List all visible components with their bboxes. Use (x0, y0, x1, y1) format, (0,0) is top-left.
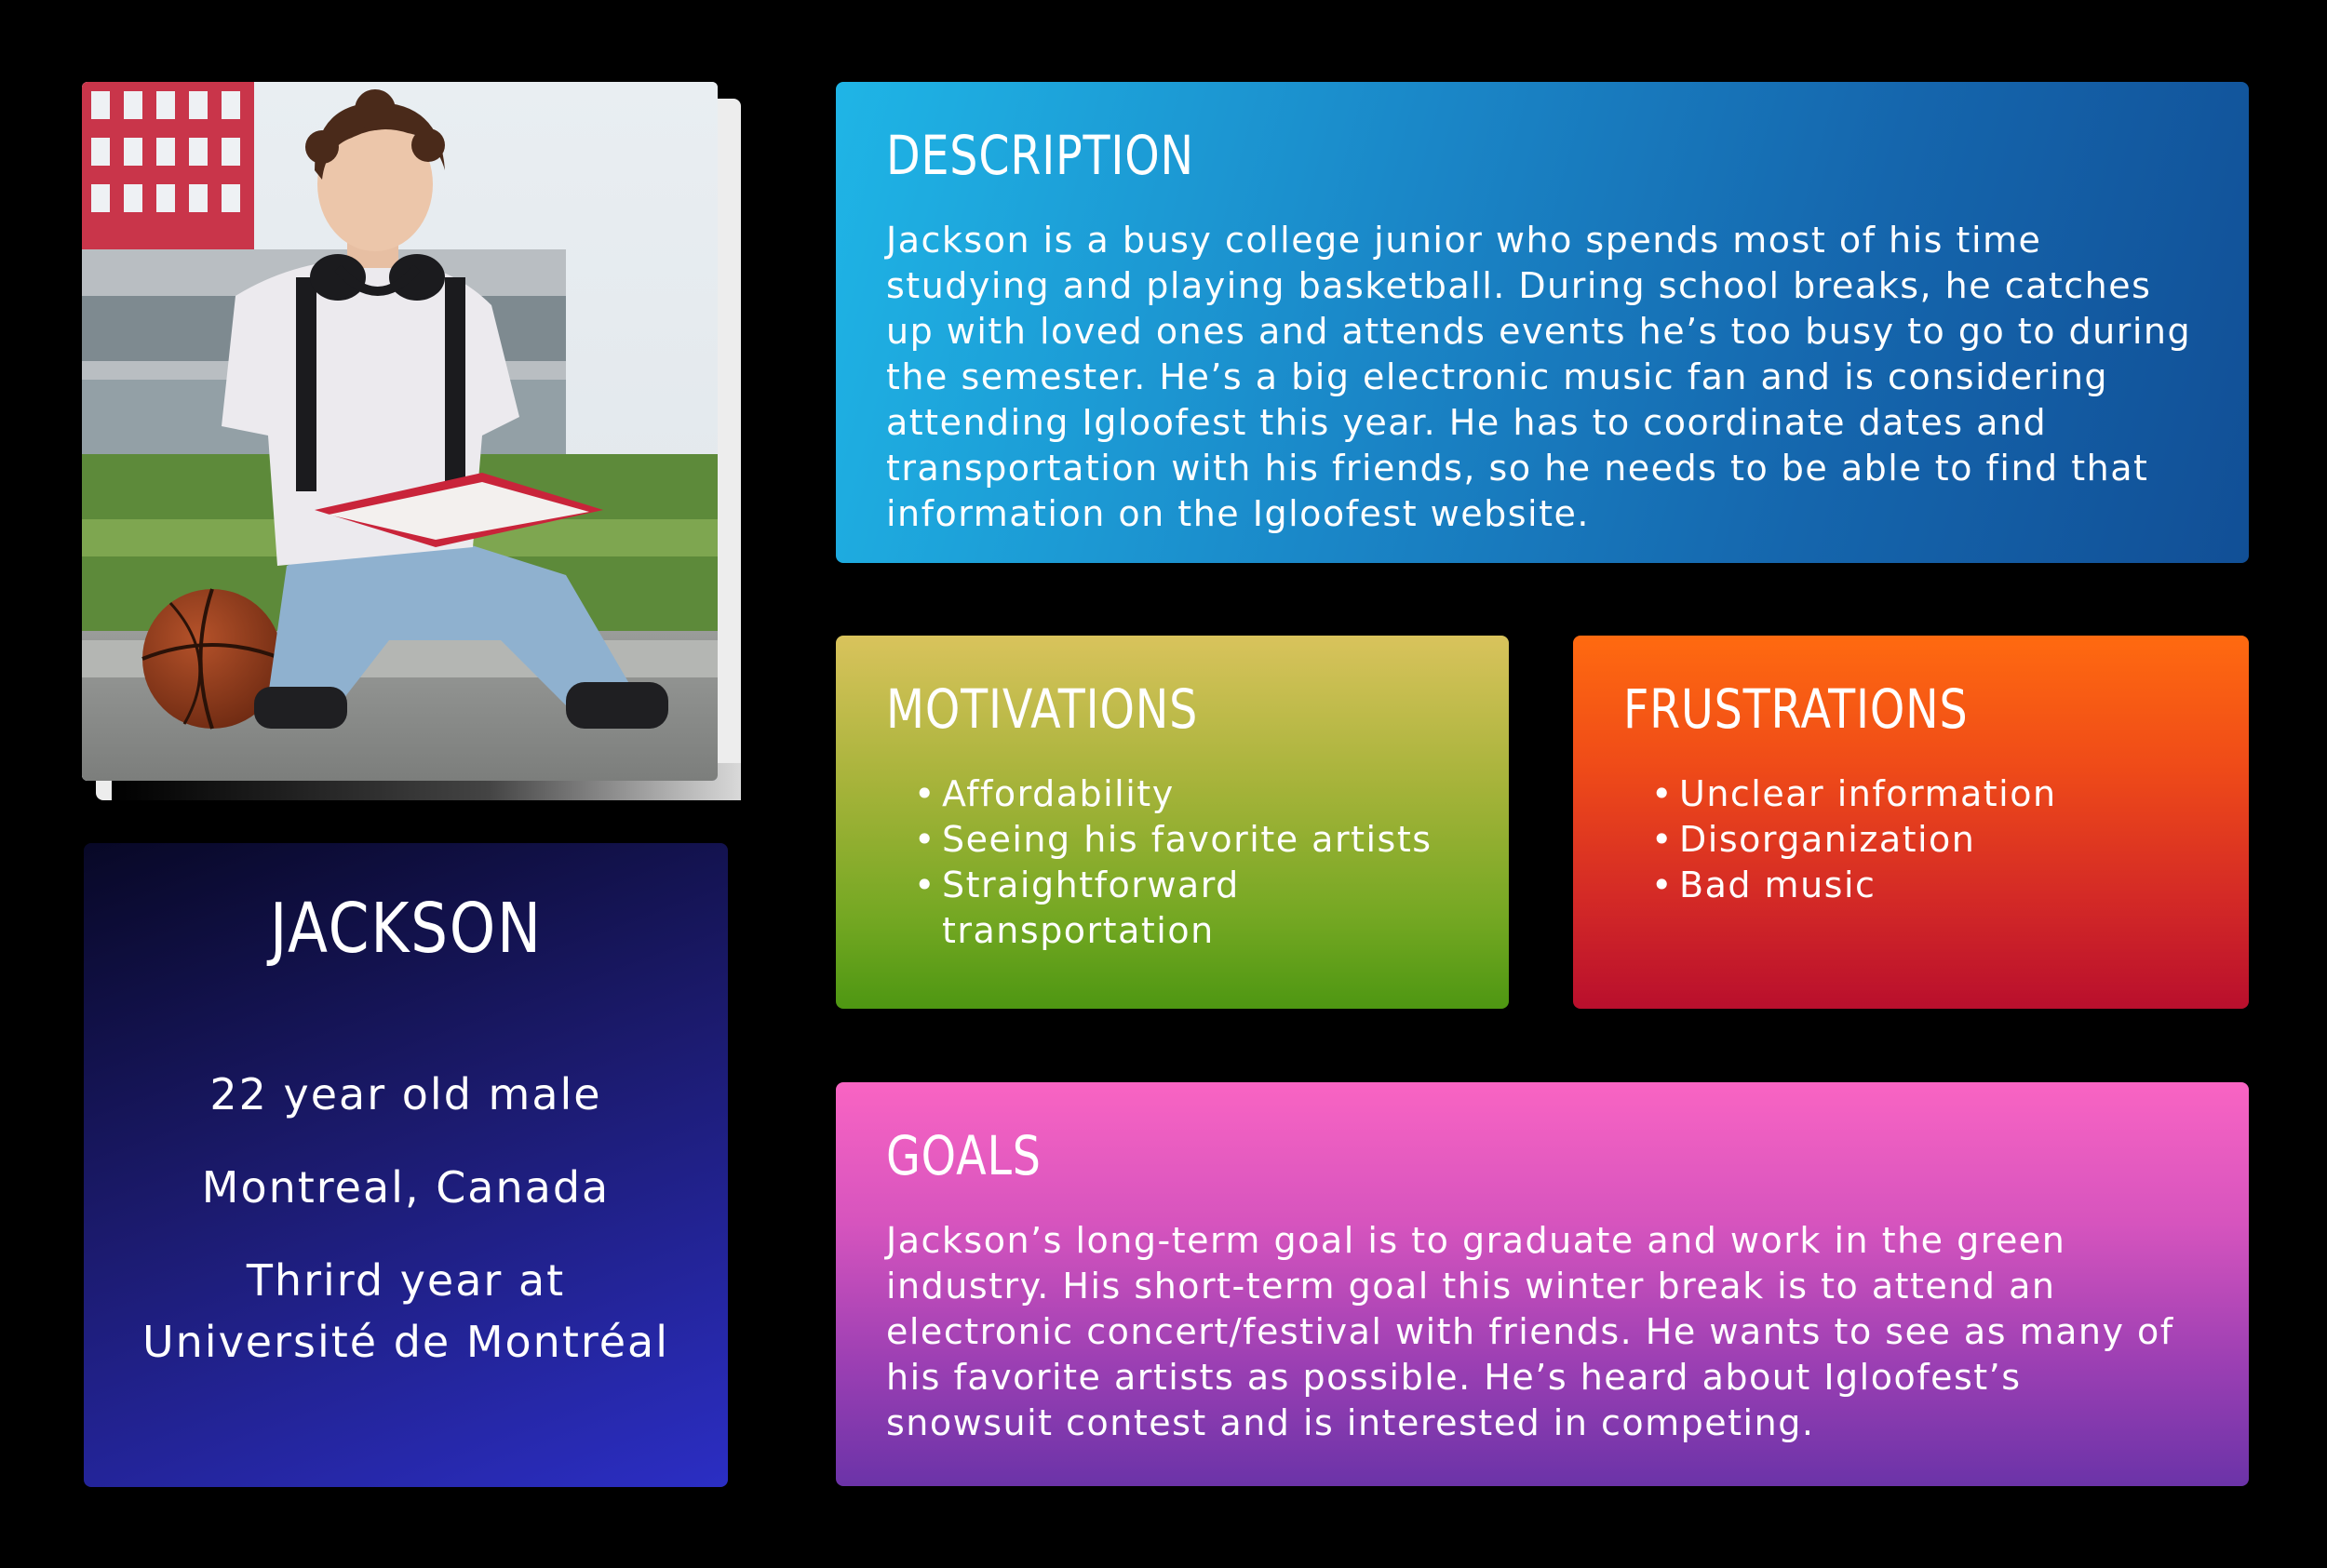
profile-name-wrap (84, 889, 728, 969)
description-heading: DESCRIPTION (886, 124, 1194, 187)
persona-photo (82, 82, 718, 781)
list-item: • Bad music (1651, 863, 2199, 908)
persona-name: JACKSON (269, 889, 543, 969)
persona-location: Montreal, Canada (201, 1162, 611, 1213)
frustrations-list (1623, 771, 2199, 908)
motivations-heading: MOTIVATIONS (886, 677, 1199, 741)
frustrations-card (1573, 636, 2249, 1009)
list-item: • Affordability (914, 771, 1459, 817)
goals-heading: GOALS (886, 1124, 1042, 1187)
persona-school-name: Université de Montréal (141, 1317, 670, 1367)
motivations-list (886, 771, 1459, 954)
list-item: • Seeing his favorite artists (914, 817, 1459, 863)
goals-text: Jackson’s long-term goal is to graduate and work in the green industry. His short-term goal this winter break is to attend an electronic concert/festival with friends. He wants to see as many of his favorite artists as possible. He’s heard about Igloofest’s snowsuit contest and is interested in competing. (886, 1220, 2174, 1443)
description-card (836, 82, 2249, 563)
persona-age-gender: 22 year old male (209, 1069, 602, 1119)
persona-school-year: Thrird year at (246, 1255, 566, 1306)
list-item: • Unclear information (1651, 771, 2199, 817)
goals-card (836, 1082, 2249, 1486)
description-text: Jackson is a busy college junior who spends most of his time studying and playing basketball. During school breaks, he catches up with loved ones and attends events he’s too busy to go to during the semester. He’s a big electronic music fan and is considering attending Igloofest this year. He has to coordinate dates and transportation with his friends, so he needs to be able to find that information on the Igloofest website. (886, 220, 2192, 534)
motivations-card (836, 636, 1509, 1009)
frustrations-heading: FRUSTRATIONS (1623, 677, 1969, 741)
list-item: • Disorganization (1651, 817, 2199, 863)
list-item: • Straightforward transportation (914, 863, 1459, 954)
